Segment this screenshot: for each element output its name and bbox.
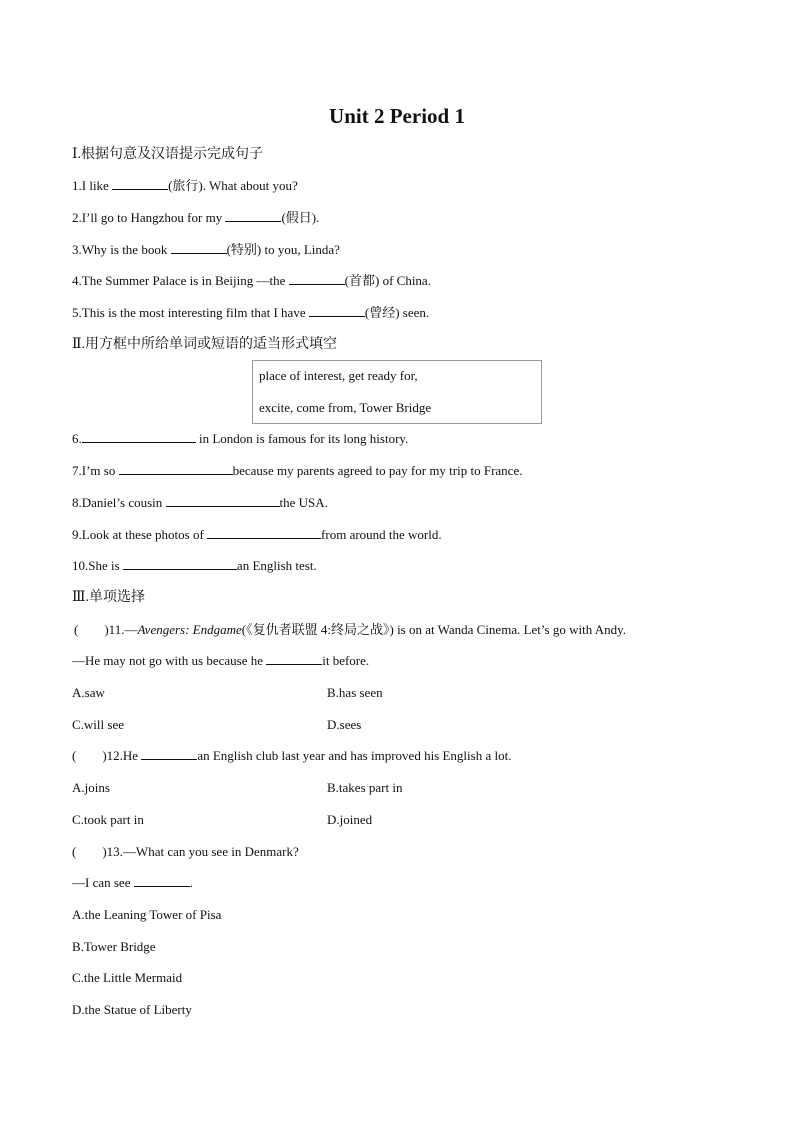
question-text: from around the world.	[321, 527, 442, 542]
question-text: 9.Look at these photos of	[72, 527, 208, 542]
question-text: an English test.	[236, 558, 317, 573]
answer-blank[interactable]	[309, 304, 365, 317]
question-text: 1.I like	[72, 178, 113, 193]
question-text: (《复仇者联盟 4:终局之战》) is on at Wanda Cinema. Let’s go with Andy.	[241, 622, 627, 637]
option-c[interactable]: C.took part in	[72, 812, 144, 827]
question-4	[72, 272, 431, 290]
question-text: 12.He	[106, 748, 142, 763]
question-text: .	[189, 875, 193, 890]
question-12	[72, 747, 511, 765]
question-text: —I can see	[72, 875, 134, 890]
question-13	[72, 843, 299, 861]
answer-blank[interactable]	[141, 747, 197, 760]
option-a[interactable]: A.saw	[72, 685, 105, 700]
question-8	[72, 494, 328, 512]
answer-blank[interactable]	[112, 177, 168, 190]
option-b[interactable]: B.takes part in	[327, 780, 403, 795]
question-9	[72, 526, 442, 544]
page-title: Unit 2 Period 1	[329, 104, 465, 128]
chinese-hint: (特别)	[226, 242, 262, 257]
film-title: Avengers: Endgame	[137, 622, 242, 637]
question-11	[74, 621, 626, 639]
question-text: 11.—	[108, 622, 138, 637]
question-7	[72, 462, 522, 480]
chinese-hint: (旅行)	[168, 178, 203, 193]
section-2-heading: Ⅱ.用方框中所给单词或短语的适当形式填空	[72, 337, 338, 352]
question-1	[72, 177, 298, 195]
answer-blank[interactable]	[207, 526, 321, 539]
question-text: 8.Daniel’s cousin	[72, 495, 166, 510]
section-1-heading: Ⅰ.根据句意及汉语提示完成句子	[72, 147, 264, 162]
option-b[interactable]: B.has seen	[327, 685, 383, 700]
question-text: it before.	[322, 653, 370, 668]
answer-blank[interactable]	[266, 652, 322, 665]
answer-blank[interactable]	[171, 241, 227, 254]
section-3-heading: Ⅲ.单项选择	[72, 590, 146, 605]
answer-paren[interactable]: ( )	[74, 622, 109, 637]
question-text: an English club last year and has improved his English a lot.	[197, 748, 512, 763]
question-3	[72, 241, 340, 259]
answer-blank[interactable]	[166, 494, 280, 507]
question-text: .	[316, 210, 320, 225]
question-text: in London is famous for its long history.	[195, 431, 409, 446]
question-text: the USA.	[279, 495, 328, 510]
question-6	[72, 430, 408, 448]
option-d[interactable]: D.the Statue of Liberty	[72, 1002, 192, 1017]
option-d[interactable]: D.sees	[327, 717, 362, 732]
option-b[interactable]: B.Tower Bridge	[72, 939, 156, 954]
question-text: 6.	[72, 431, 82, 446]
question-text: . What about you?	[202, 178, 298, 193]
answer-paren[interactable]: ( )	[72, 844, 107, 859]
question-text: 4.The Summer Palace is in Beijing —the	[72, 273, 289, 288]
answer-blank[interactable]	[134, 874, 190, 887]
answer-blank[interactable]	[123, 557, 237, 570]
answer-blank[interactable]	[119, 462, 233, 475]
question-text: of China.	[379, 273, 431, 288]
question-text: 7.I’m so	[72, 463, 119, 478]
question-text: 10.She is	[72, 558, 123, 573]
word-bank-box	[252, 360, 542, 424]
answer-paren[interactable]: ( )	[72, 748, 107, 763]
question-text: —He may not go with us because he	[72, 653, 267, 668]
chinese-hint: (假日)	[281, 210, 317, 225]
question-text: 5.This is the most interesting film that I have	[72, 305, 309, 320]
word-bank-line: excite, come from, Tower Bridge	[259, 400, 432, 415]
answer-blank[interactable]	[82, 430, 196, 443]
question-10	[72, 557, 317, 575]
question-text: because my parents agreed to pay for my trip to France.	[232, 463, 523, 478]
question-13-line2	[72, 874, 193, 892]
answer-blank[interactable]	[225, 209, 281, 222]
chinese-hint: (首都)	[344, 273, 380, 288]
option-a[interactable]: A.the Leaning Tower of Pisa	[72, 907, 222, 922]
question-text: seen.	[399, 305, 430, 320]
chinese-hint: (曾经)	[364, 305, 400, 320]
question-11-line2	[72, 652, 369, 670]
question-text: to you, Linda?	[261, 242, 340, 257]
question-text: 13.—What can you see in Denmark?	[106, 844, 299, 859]
option-c[interactable]: C.will see	[72, 717, 124, 732]
answer-blank[interactable]	[289, 272, 345, 285]
word-bank-line: place of interest, get ready for,	[259, 368, 418, 383]
option-c[interactable]: C.the Little Mermaid	[72, 970, 183, 985]
question-text: 3.Why is the book	[72, 242, 171, 257]
question-2	[72, 209, 319, 227]
option-d[interactable]: D.joined	[327, 812, 373, 827]
option-a[interactable]: A.joins	[72, 780, 110, 795]
question-text: 2.I’ll go to Hangzhou for my	[72, 210, 226, 225]
question-5	[72, 304, 429, 322]
